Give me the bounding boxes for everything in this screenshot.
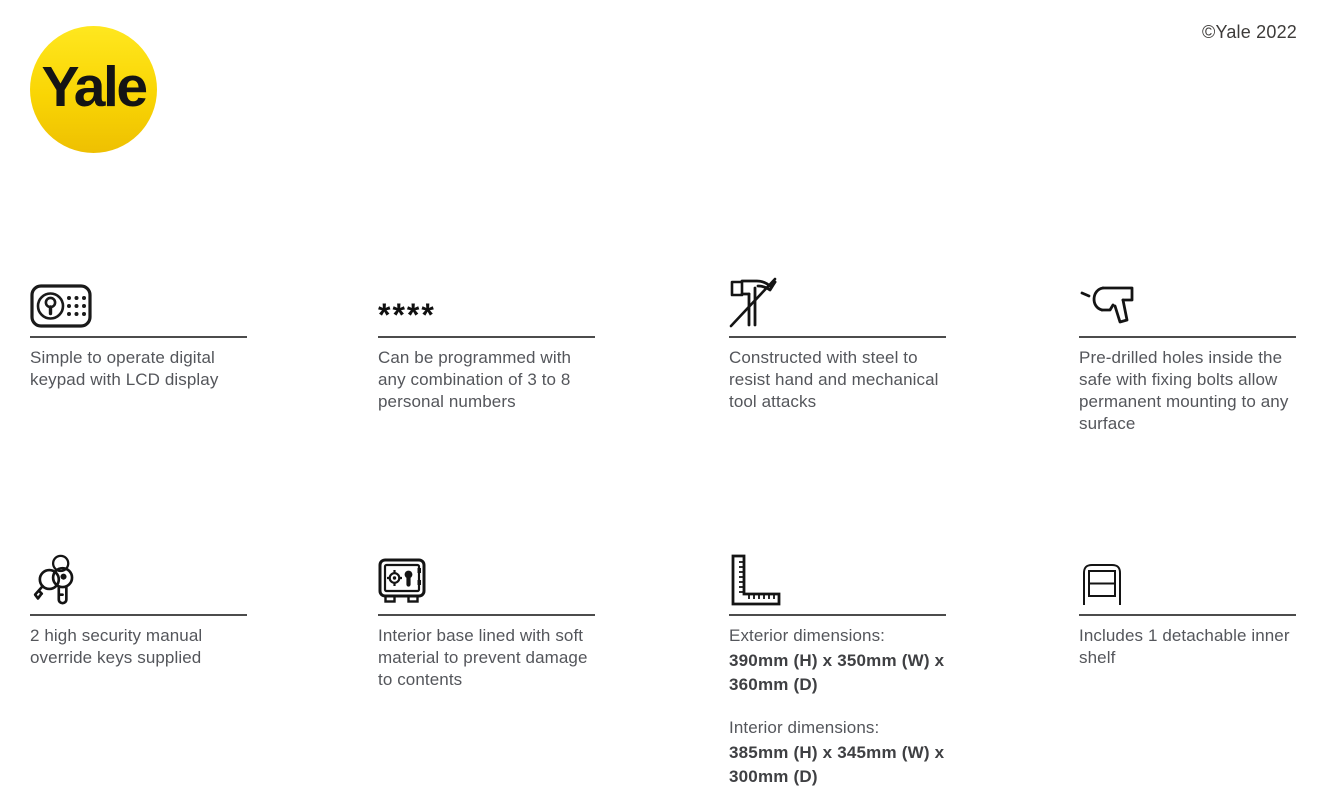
feature-text: Includes 1 detachable inner shelf [1079,625,1290,667]
feature-text: Can be programmed with any combination of 3 to 8 personal numbers [378,347,572,411]
inner-shelf-icon [1079,554,1299,606]
feature-divider [30,614,247,616]
safe-icon [378,554,598,606]
feature-cell-steel [729,276,949,413]
yale-logo-text: Yale [41,55,146,119]
feature-divider [378,614,595,616]
feature-text: 2 high security manual override keys supplied [30,625,203,667]
feature-divider [729,336,946,338]
ruler-icon [729,554,949,606]
drill-icon [1079,276,1299,328]
feature-divider [378,336,595,338]
exterior-dimensions-label: Exterior dimensions: [729,625,886,645]
feature-text: Interior base lined with soft material to prevent damage to contents [378,625,588,689]
feature-cell-passcode [378,276,598,413]
feature-divider [1079,614,1296,616]
feature-cell-dimensions [729,554,949,789]
yale-logo [30,26,157,153]
feature-cell-mounting [1079,276,1299,435]
keypad-lcd-icon [30,276,250,328]
hammer-crossed-icon [729,276,949,328]
override-keys-icon [30,554,250,606]
feature-divider [729,614,946,616]
feature-cell-keypad [30,276,250,391]
feature-text: Simple to operate digital keypad with LCD display [30,347,219,389]
passcode-asterisks-icon [378,276,598,333]
feature-text: Pre-drilled holes inside the safe with fixing bolts allow permanent mounting to any surface [1079,347,1289,433]
feature-cell-shelf [1079,554,1299,669]
copyright-text: ©Yale 2022 [1202,22,1297,42]
interior-dimensions-label: Interior dimensions: [729,717,880,737]
feature-cell-keys [30,554,250,669]
interior-dimensions-value: 385mm (H) x 345mm (W) x 300mm (D) [729,742,945,786]
feature-cell-interior [378,554,598,691]
feature-text: Constructed with steel to resist hand and mechanical tool attacks [729,347,939,411]
feature-divider [30,336,247,338]
asterisks-symbol: **** [378,297,436,333]
exterior-dimensions-value: 390mm (H) x 350mm (W) x 360mm (D) [729,650,945,694]
feature-divider [1079,336,1296,338]
